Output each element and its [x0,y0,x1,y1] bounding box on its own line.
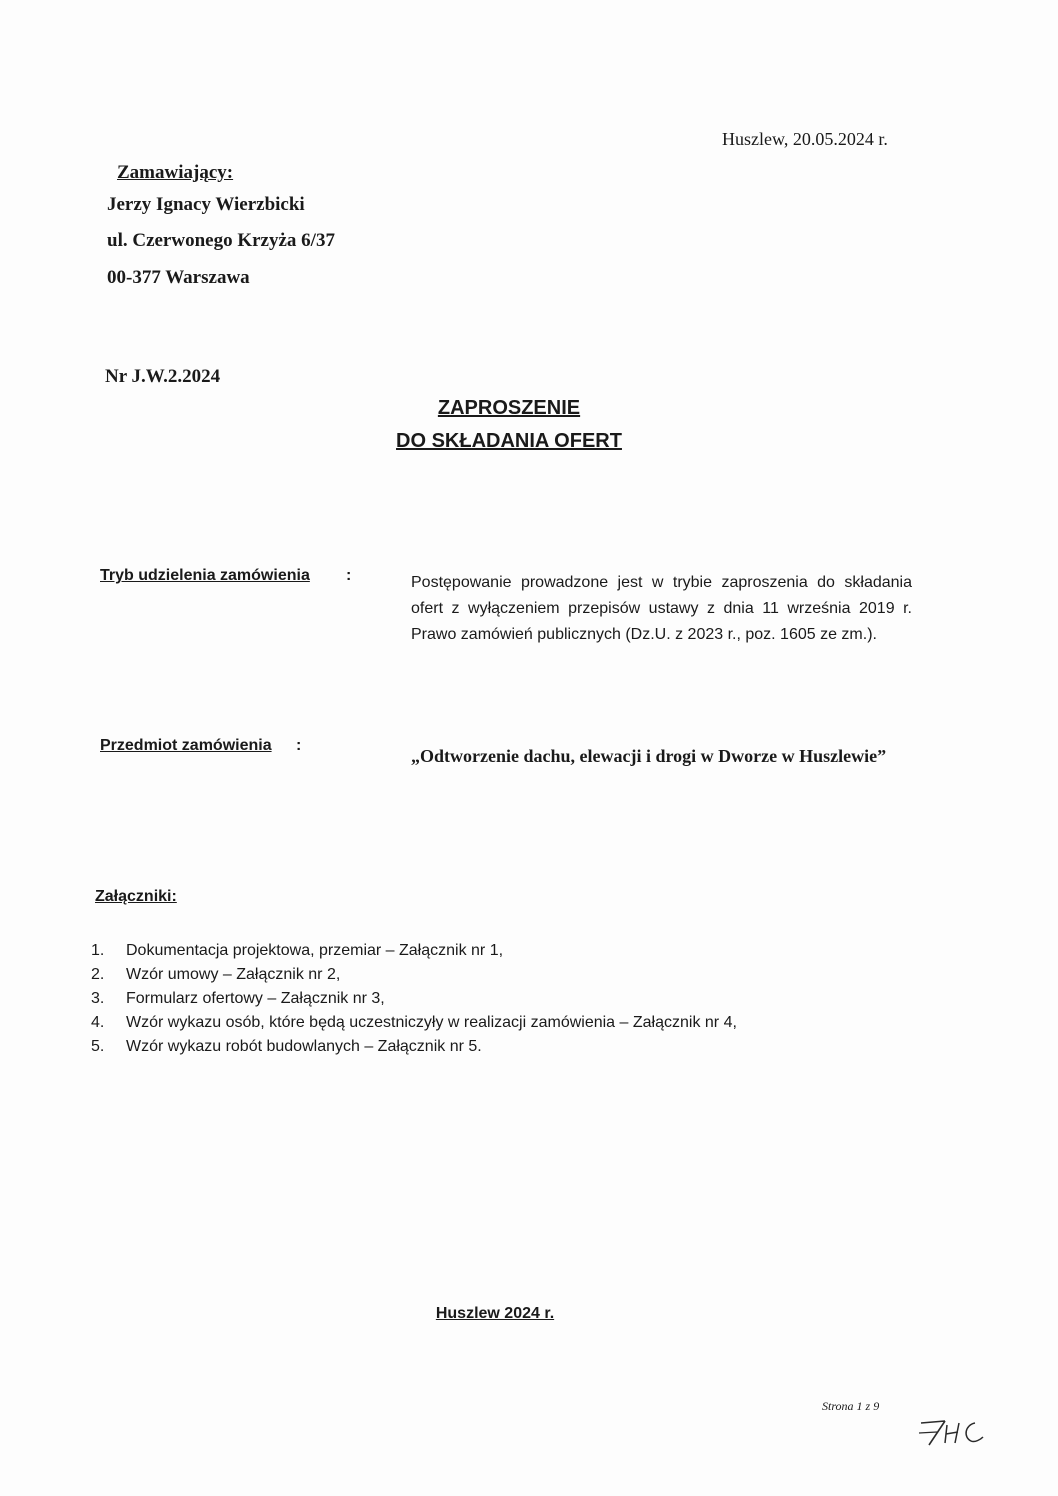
list-item [91,939,737,963]
list-item [91,963,737,987]
list-item-number: 4. [91,1014,105,1031]
orderer-name: Jerzy Ignacy Wierzbicki [107,194,305,215]
orderer-street: ul. Czerwonego Krzyża 6/37 [107,230,335,251]
list-item [91,1035,737,1059]
subject-label: Przedmiot zamówienia [100,737,272,754]
list-item-number: 3. [91,990,105,1007]
list-item-text: Formularz ofertowy – Załącznik nr 3, [126,990,385,1007]
reference-number: Nr J.W.2.2024 [105,366,221,387]
document-title-line2: DO SKŁADANIA OFERT [396,430,622,452]
list-item-text: Wzór wykazu osób, które będą uczestniczyły w realizacji zamówienia – Załącznik nr 4, [126,1014,737,1031]
list-item-text: Wzór umowy – Załącznik nr 2, [126,966,341,983]
orderer-city: 00-377 Warszawa [107,267,250,288]
list-item-number: 5. [91,1038,105,1055]
procedure-label: Tryb udzielenia zamówienia [100,567,310,584]
list-item [91,1011,737,1035]
list-item-number: 1. [91,942,105,959]
list-item [91,987,737,1011]
list-item-number: 2. [91,966,105,983]
procedure-text: Postępowanie prowadzone jest w trybie zaproszenia do składania ofert z wyłączeniem przepisów ustawy z dnia 11 września 2019 r. Prawo zamówień publicznych (Dz.U. z 2023 r., poz. 1605 ze zm.). [411,574,912,643]
place-date: Huszlew, 20.05.2024 r. [722,129,888,149]
subject-text: „Odtworzenie dachu, elewacji i drogi w Dworze w Huszlewie” [411,746,887,766]
attachments-list [91,939,737,1059]
orderer-heading: Zamawiający: [117,162,234,183]
list-item-text: Dokumentacja projektowa, przemiar – Załącznik nr 1, [126,942,504,959]
page-number: Strona 1 z 9 [822,1399,880,1413]
document-title-line1: ZAPROSZENIE [437,397,581,419]
procedure-label-colon: : [346,567,352,584]
subject-label-colon: : [296,737,302,754]
signature-initials [915,1413,987,1449]
list-item-text: Wzór wykazu robót budowlanych – Załącznik nr 5. [126,1038,482,1055]
footer-place-year: Huszlew 2024 r. [435,1305,555,1322]
attachments-heading: Załączniki: [95,888,177,905]
